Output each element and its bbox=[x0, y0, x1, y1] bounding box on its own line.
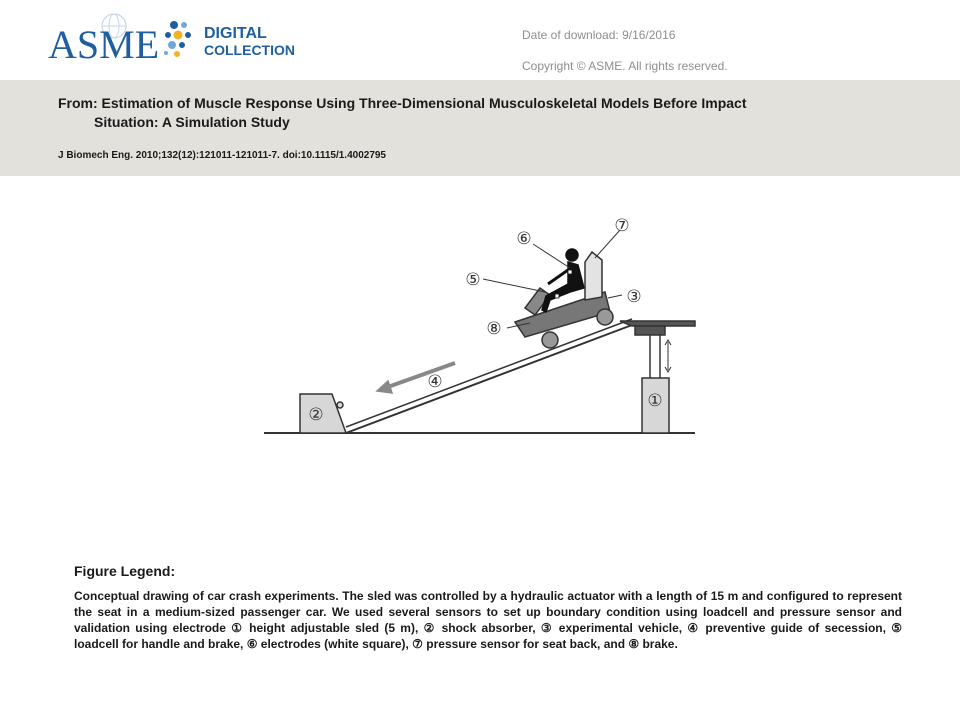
article-title-line1: From: Estimation of Muscle Response Using Three-Dimensional Musculoskeletal Models Before Impact bbox=[58, 95, 747, 111]
article-title-line2: Situation: A Simulation Study bbox=[94, 114, 290, 130]
label-2: ② bbox=[308, 405, 324, 425]
ramp-rail-lower bbox=[346, 325, 632, 433]
dot-cluster-icon bbox=[164, 21, 191, 57]
article-title bbox=[58, 94, 918, 132]
vehicle-seat bbox=[585, 252, 602, 300]
crash-experiment-figure bbox=[250, 200, 710, 450]
guide-arrow bbox=[385, 363, 455, 388]
asme-digital-collection-logo bbox=[48, 8, 328, 72]
figure-legend-title: Figure Legend: bbox=[74, 563, 176, 579]
label-5: ⑤ bbox=[465, 270, 481, 290]
logo-digital: DIGITAL bbox=[204, 25, 267, 42]
page-header bbox=[0, 0, 960, 80]
driver-head bbox=[566, 249, 578, 261]
download-meta bbox=[522, 20, 728, 82]
logo-collection: COLLECTION bbox=[204, 42, 295, 58]
asme-wordmark: ASME bbox=[48, 22, 160, 67]
label-3: ③ bbox=[626, 287, 642, 307]
label-4: ④ bbox=[427, 372, 443, 392]
sled-wheel-1 bbox=[542, 332, 558, 348]
figure-legend-text: Conceptual drawing of car crash experiments. The sled was controlled by a hydraulic actuator with a length of 15 m and configured to represent the seat in a medium-sized passenger car. We used several sensors to set up boundary condition using loadcell and pressure sensor and validation using electrode ① height adjustable sled (5 m), ② shock absorber, ③ experimental vehicle, ④ preventive guide of secession, ⑤ loadcell for handle and brake, ⑥ electrodes (white square), ⑦ pressure sensor for seat back, and ⑧ brake. bbox=[74, 589, 902, 651]
label-1: ① bbox=[647, 391, 663, 411]
download-date: Date of download: 9/16/2016 bbox=[522, 28, 676, 42]
copyright-notice: Copyright © ASME. All rights reserved. bbox=[522, 59, 728, 73]
label-8: ⑧ bbox=[486, 319, 502, 339]
label-6: ⑥ bbox=[516, 229, 532, 249]
sled-wheel-2 bbox=[597, 309, 613, 325]
journal-citation: J Biomech Eng. 2010;132(12):121011-121011-7. doi:10.1115/1.4002795 bbox=[58, 150, 386, 161]
label-7: ⑦ bbox=[614, 216, 630, 236]
